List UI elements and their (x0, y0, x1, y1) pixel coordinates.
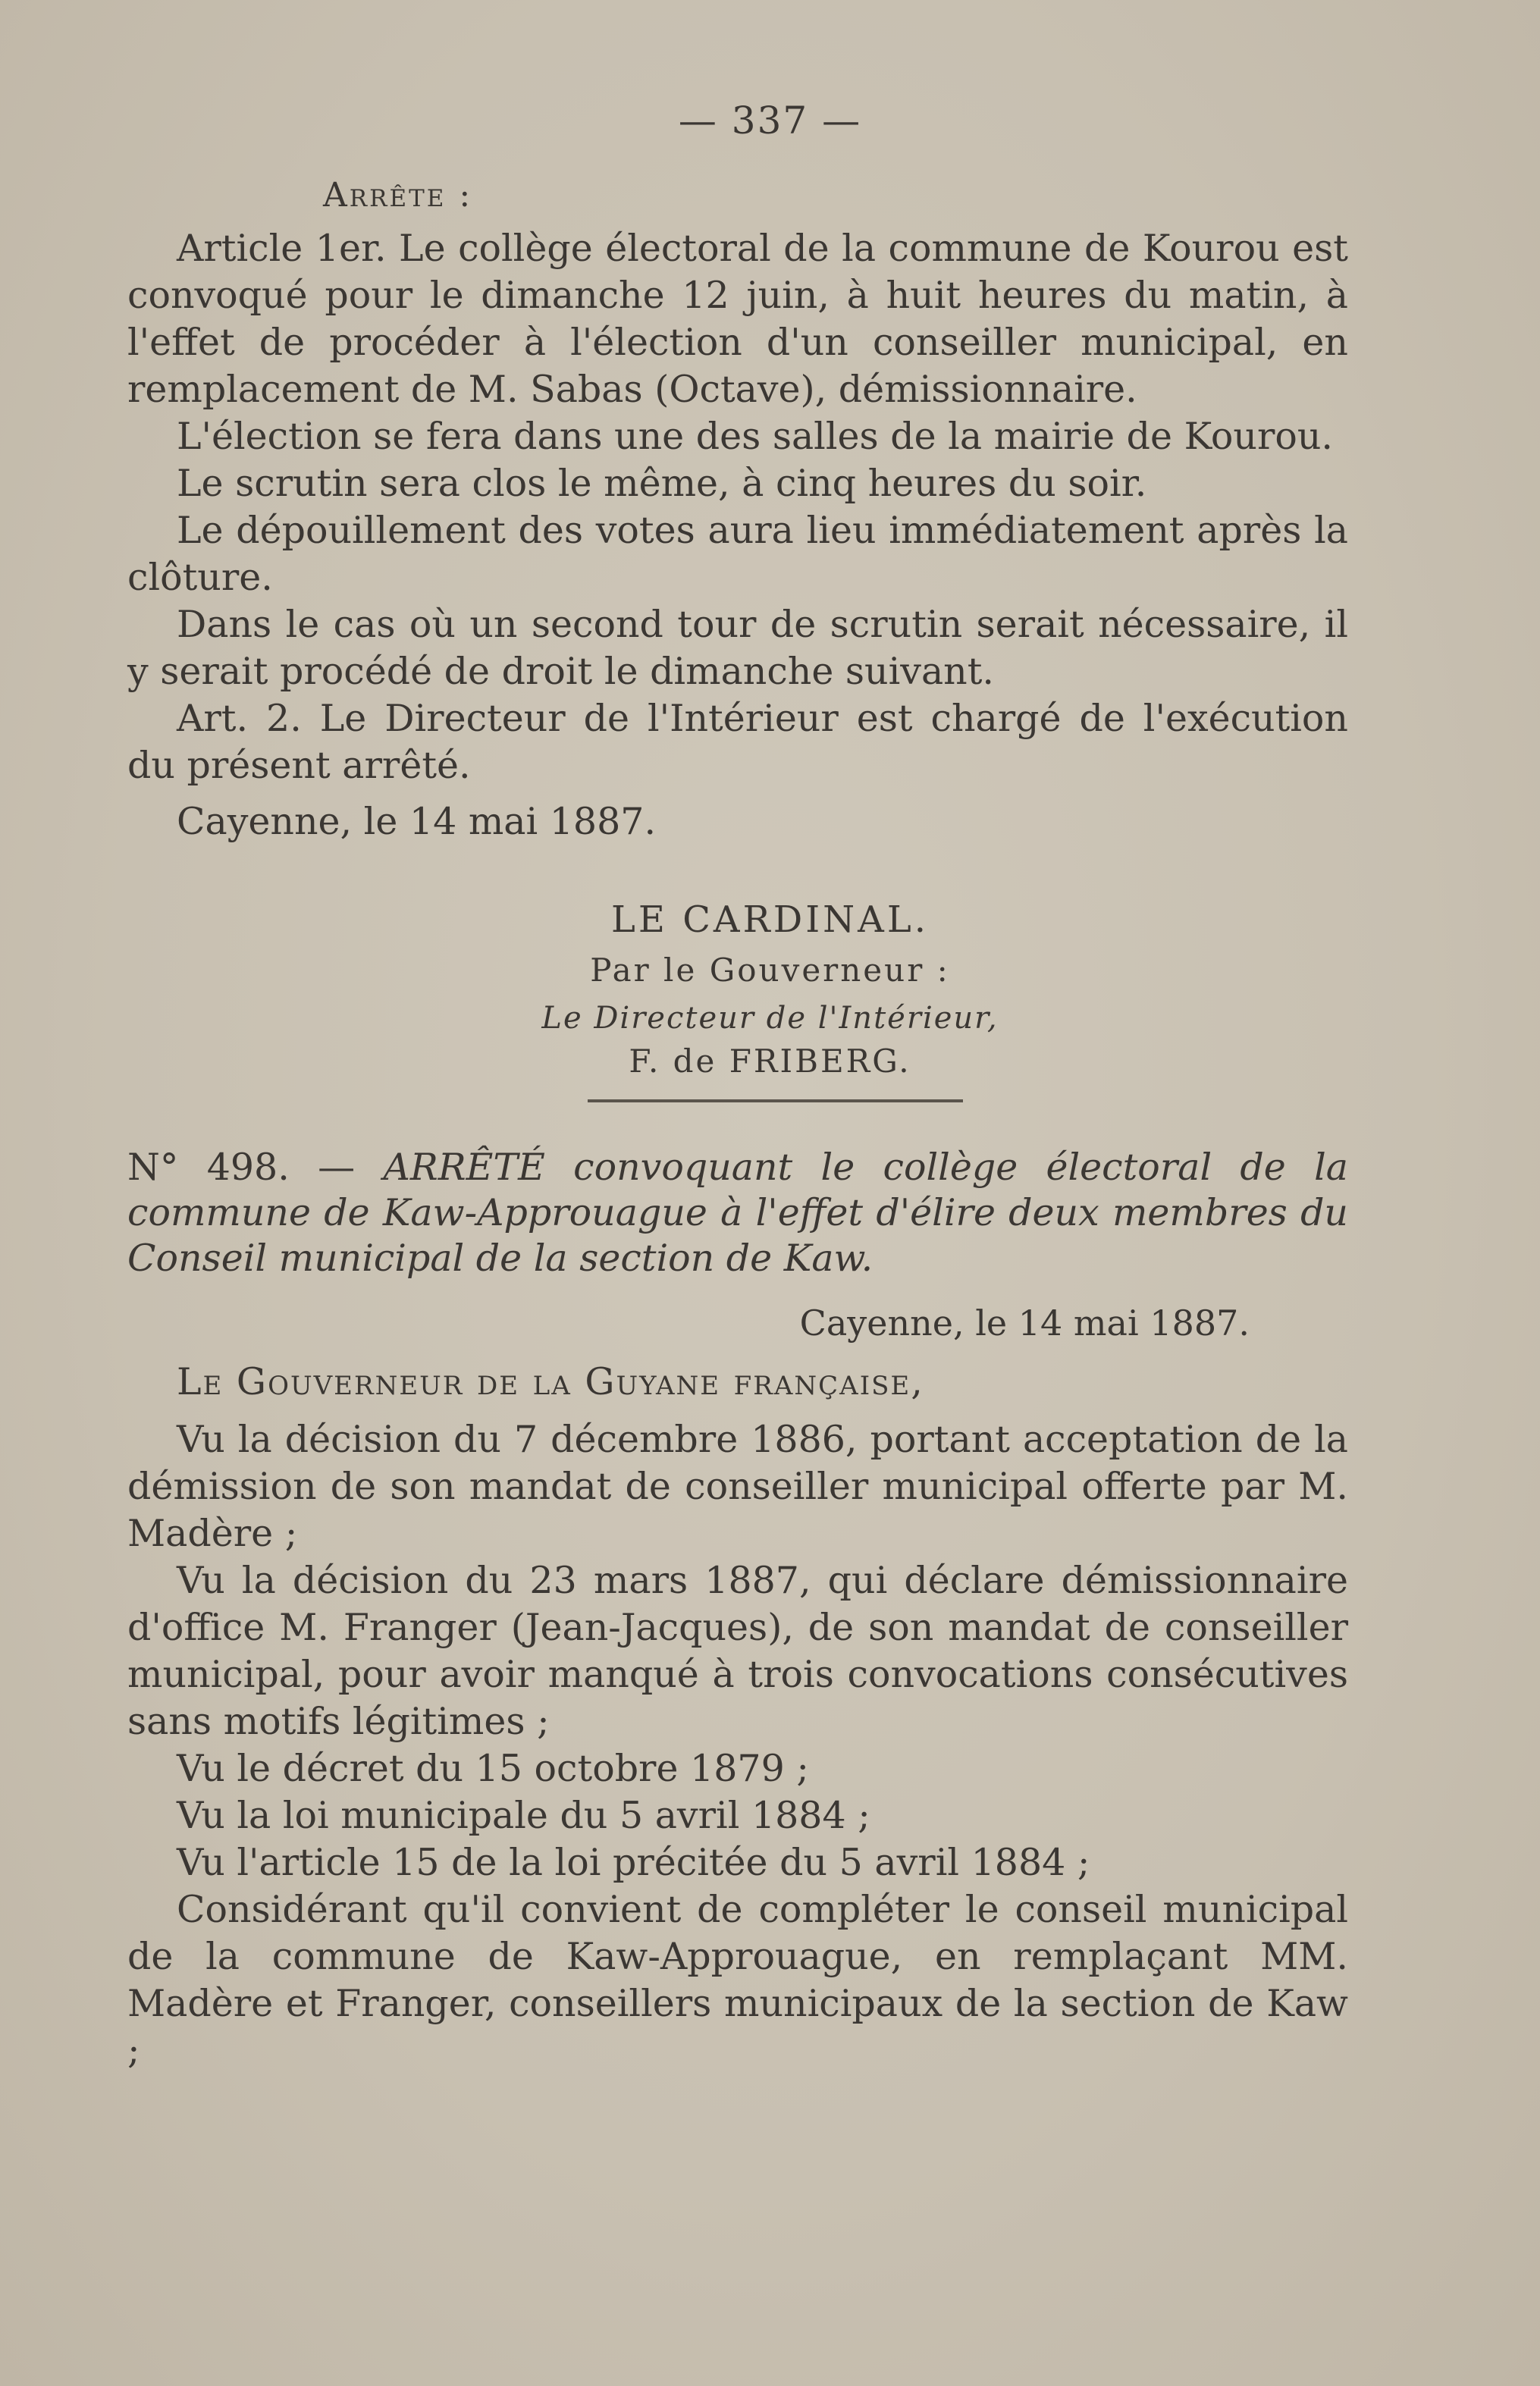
page-number: — 337 — (678, 99, 862, 143)
considerant-3: Vu le décret du 15 octobre 1879 ; (177, 1747, 809, 1790)
considerant-2: Vu la décision du 23 mars 1887, qui déclare démissionnaire d'office M. Franger (Jean-Jacques), de son mandat de conseiller municipal, pour avoir manqué à trois convocations consécutives sans motifs légitimes ; (127, 1559, 1348, 1743)
considerant-4: Vu la loi municipale du 5 avril 1884 ; (177, 1794, 870, 1837)
decree-title-text: ARRÊTÉ convoquant le collège électoral de la commune de Kaw-Approuague à l'effet d'élire deux membres du Conseil municipal de la section de Kaw. (127, 1146, 1348, 1280)
considerant-1: Vu la décision du 7 décembre 1886, portant acceptation de la démission de son mandat de conseiller municipal offerte par M. Madère ; (127, 1418, 1348, 1555)
governor-line: Le Gouverneur de la Guyane française, (177, 1360, 924, 1403)
second-round-paragraph: Dans le cas où un second tour de scrutin serait nécessaire, il y serait procédé de droit le dimanche suivant. (127, 603, 1348, 693)
considerant-6: Considérant qu'il convient de compléter le conseil municipal de la commune de Kaw-Approuague, en remplaçant MM. Madère et Franger, conseillers municipaux de la section de Kaw ; (127, 1888, 1348, 2072)
signature-signer: F. de FRIBERG. (629, 1043, 911, 1080)
poll-close-paragraph: Le scrutin sera clos le même, à cinq heures du soir. (177, 462, 1147, 505)
signature-role: Le Directeur de l'Intérieur, (541, 1001, 999, 1036)
decree-number: N° 498. — (127, 1146, 356, 1189)
signature-by-line: Par le Gouverneur : (590, 952, 950, 989)
election-location-paragraph: L'élection se fera dans une des salles de la mairie de Kourou. (177, 415, 1334, 458)
decree-section-kourou (127, 176, 1348, 845)
signature-name: LE CARDINAL. (611, 898, 929, 941)
decree-title (127, 1145, 1348, 1281)
considerant-5: Vu l'article 15 de la loi précitée du 5 avril 1884 ; (177, 1841, 1090, 1884)
vote-count-paragraph: Le dépouillement des votes aura lieu immédiatement après la clôture. (127, 509, 1348, 599)
section-divider (588, 1099, 963, 1102)
section-heading: Arrête : (323, 176, 473, 215)
article-2-paragraph: Art. 2. Le Directeur de l'Intérieur est chargé de l'exécution du présent arrêté. (127, 697, 1348, 787)
article-1-paragraph: Article 1er. Le collège électoral de la commune de Kourou est convoqué pour le dimanche 12 juin, à huit heures du matin, à l'effet de procéder à l'élection d'un conseiller municipal, en remplacement de M. Sabas (Octave), démissionnaire. (127, 227, 1348, 411)
decree-section-kaw (127, 1145, 1348, 2074)
date-line: Cayenne, le 14 mai 1887. (177, 800, 657, 843)
decree-date: Cayenne, le 14 mai 1887. (799, 1303, 1250, 1343)
